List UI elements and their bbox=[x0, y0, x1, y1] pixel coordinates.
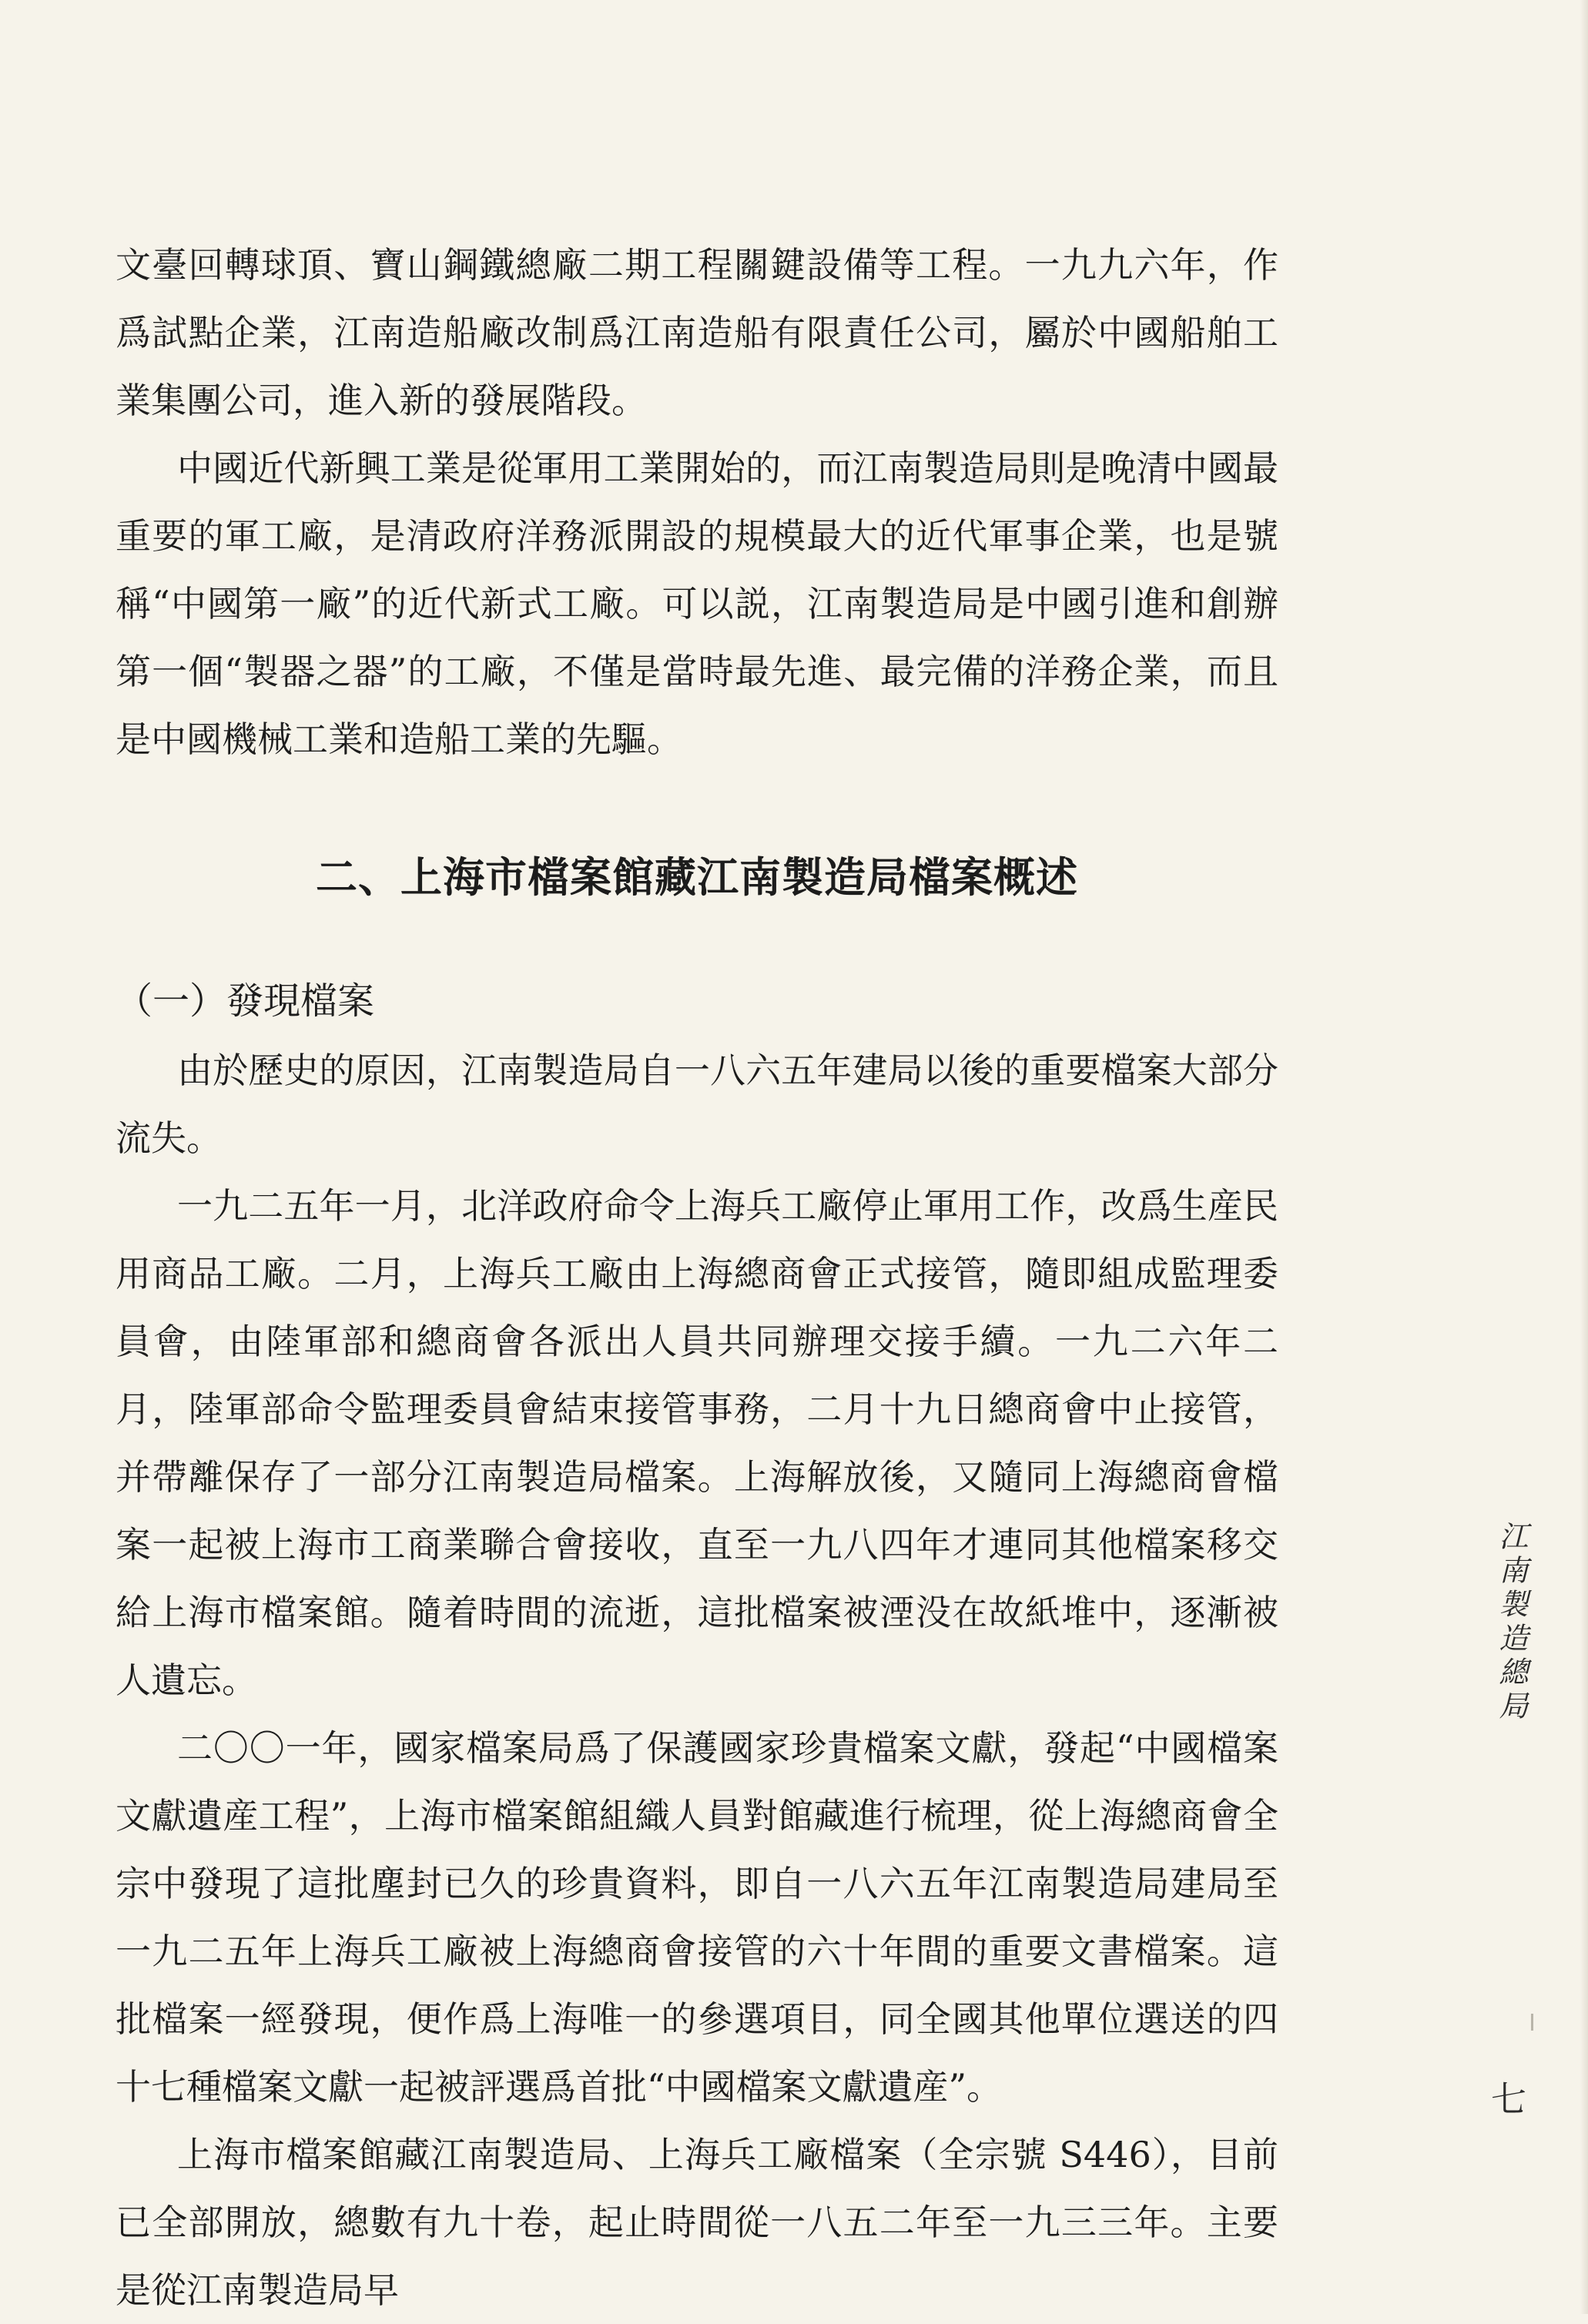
paragraph: 文臺回轉球頂、寶山鋼鐵總廠二期工程關鍵設備等工程。一九九六年，作爲試點企業，江南造船廠改制爲江南造船有限責任公司，屬於中國船舶工業集團公司，進入新的發展階段。 bbox=[116, 244, 1278, 421]
paragraph: 中國近代新興工業是從軍用工業開始的，而江南製造局則是晚清中國最重要的軍工廠，是清政府洋務派開設的規模最大的近代軍事企業，也是號稱“中國第一廠”的近代新式工廠。可以説，江南製造局是中國引進和創辦第一個“製器之器”的工廠，不僅是當時最先進、最完備的洋務企業，而且是中國機械工業和造船工業的先驅。 bbox=[116, 447, 1278, 760]
margin-mark bbox=[1531, 2014, 1533, 2031]
main-text bbox=[116, 231, 1278, 2324]
paragraph: 上海市檔案館藏江南製造局、上海兵工廠檔案（全宗號 S446），目前已全部開放，總數有九十卷，起止時間從一八五二年至一九三三年。主要是從江南製造局早 bbox=[116, 2134, 1278, 2311]
paragraph: 二〇〇一年，國家檔案局爲了保護國家珍貴檔案文獻，發起“中國檔案文獻遺産工程”，上海市檔案館組織人員對館藏進行梳理，從上海總商會全宗中發現了這批塵封已久的珍貴資料，即自一八六五年江南製造局建局至一九二五年上海兵工廠被上海總商會接管的六十年間的重要文書檔案。這批檔案一經發現，便作爲上海唯一的參選項目，同全國其他單位選送的四十七種檔案文獻一起被評選爲首批“中國檔案文獻遺産”。 bbox=[116, 1727, 1278, 2108]
subsection-title: （一）發現檔案 bbox=[116, 979, 375, 1023]
page-edge bbox=[1580, 0, 1588, 2314]
section-title: 二、上海市檔案館藏江南製造局檔案概述 bbox=[316, 852, 1078, 902]
page-number: 七 bbox=[1491, 2078, 1526, 2120]
side-running-title: 江南製造總局 bbox=[1494, 1521, 1528, 1724]
paragraph: 由於歷史的原因，江南製造局自一八六五年建局以後的重要檔案大部分流失。 bbox=[116, 1050, 1278, 1159]
paragraph: 一九二五年一月，北洋政府命令上海兵工廠停止軍用工作，改爲生産民用商品工廠。二月，上海兵工廠由上海總商會正式接管，隨即組成監理委員會，由陸軍部和總商會各派出人員共同辦理交接手續。一九二六年二月，陸軍部命令監理委員會結束接管事務，二月十九日總商會中止接管，并帶離保存了一部分江南製造局檔案。上海解放後，又隨同上海總商會檔案一起被上海市工商業聯合會接收，直至一九八四年才連同其他檔案移交給上海市檔案館。隨着時間的流逝，這批檔案被湮没在故紙堆中，逐漸被人遺忘。 bbox=[116, 1185, 1278, 1701]
